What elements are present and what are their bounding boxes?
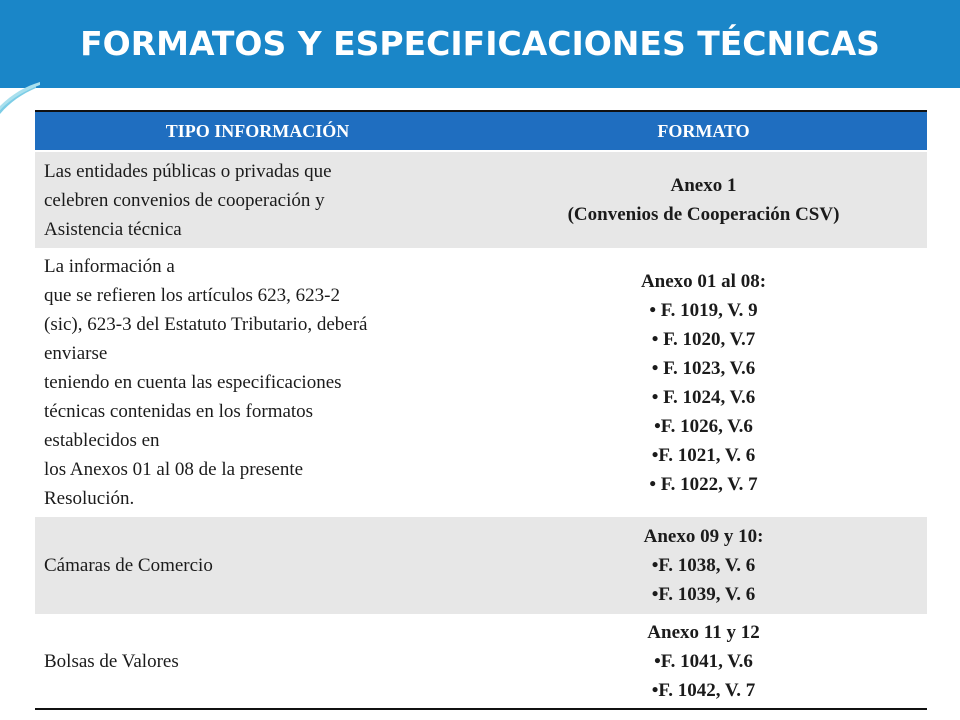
cell-text-line: Cámaras de Comercio: [44, 555, 213, 576]
cell-text-line: Las entidades públicas o privadas que: [44, 160, 332, 182]
cell-formato: [480, 614, 927, 709]
cell-formato: [480, 151, 927, 248]
cell-text-line: •F. 1026, V.6: [654, 415, 753, 437]
header-formato: FORMATO: [480, 111, 927, 151]
table-row: [35, 248, 927, 517]
cell-text-line: Resolución.: [44, 488, 135, 509]
cell-text-line: establecidos en: [44, 430, 160, 451]
table-row: [35, 151, 927, 248]
cell-text-line: •F. 1021, V. 6: [651, 444, 756, 466]
table-row: [35, 517, 927, 614]
cell-text-line: los Anexos 01 al 08 de la presente: [44, 459, 304, 480]
cell-text-line: Bolsas de Valores: [44, 650, 179, 672]
cell-text-line: La información a: [44, 256, 175, 277]
cell-text-line: Anexo 1: [670, 175, 737, 196]
cell-text-line: •F. 1041, V.6: [654, 650, 753, 672]
cell-text-line: • F. 1022, V. 7: [649, 473, 758, 495]
page-title: FORMATOS Y ESPECIFICACIONES TÉCNICAS: [80, 24, 880, 63]
cell-formato: [480, 517, 927, 614]
cell-tipo: [35, 614, 480, 709]
cell-text-line: teniendo en cuenta las especificaciones: [44, 372, 342, 393]
cell-text-line: Asistencia técnica: [44, 218, 182, 240]
cell-text-line: • F. 1019, V. 9: [649, 299, 758, 321]
formats-table-container: [35, 110, 927, 709]
cell-text-line: técnicas contenidas en los formatos: [44, 401, 314, 422]
cell-text-line: Anexo 11 y 12: [647, 621, 760, 643]
cell-text-line: • F. 1020, V.7: [651, 328, 756, 350]
cell-text-line: enviarse: [44, 343, 108, 364]
cell-text-line: que se refieren los artículos 623, 623-2: [44, 285, 340, 306]
cell-text-line: •F. 1038, V. 6: [651, 555, 756, 576]
cell-text-line: •F. 1042, V. 7: [651, 679, 756, 701]
cell-formato: [480, 248, 927, 517]
cell-text-line: Anexo 01 al 08:: [640, 270, 767, 292]
cell-tipo: [35, 248, 480, 517]
cell-text-line: •F. 1039, V. 6: [651, 584, 756, 605]
cell-text-line: celebren convenios de cooperación y: [44, 189, 325, 211]
table-header-row: [35, 111, 927, 151]
header-tipo-informacion: TIPO INFORMACIÓN: [35, 111, 480, 151]
cell-text-line: Anexo 09 y 10:: [643, 526, 764, 547]
table-row: [35, 614, 927, 709]
cell-text-line: • F. 1024, V.6: [651, 386, 756, 408]
cell-tipo: [35, 151, 480, 248]
cell-text-line: • F. 1023, V.6: [651, 357, 756, 379]
cell-text-line: (Convenios de Cooperación CSV): [567, 204, 840, 225]
formats-table: [35, 110, 927, 710]
cell-tipo: [35, 517, 480, 614]
cell-text-line: (sic), 623-3 del Estatuto Tributario, deberá: [44, 314, 368, 335]
